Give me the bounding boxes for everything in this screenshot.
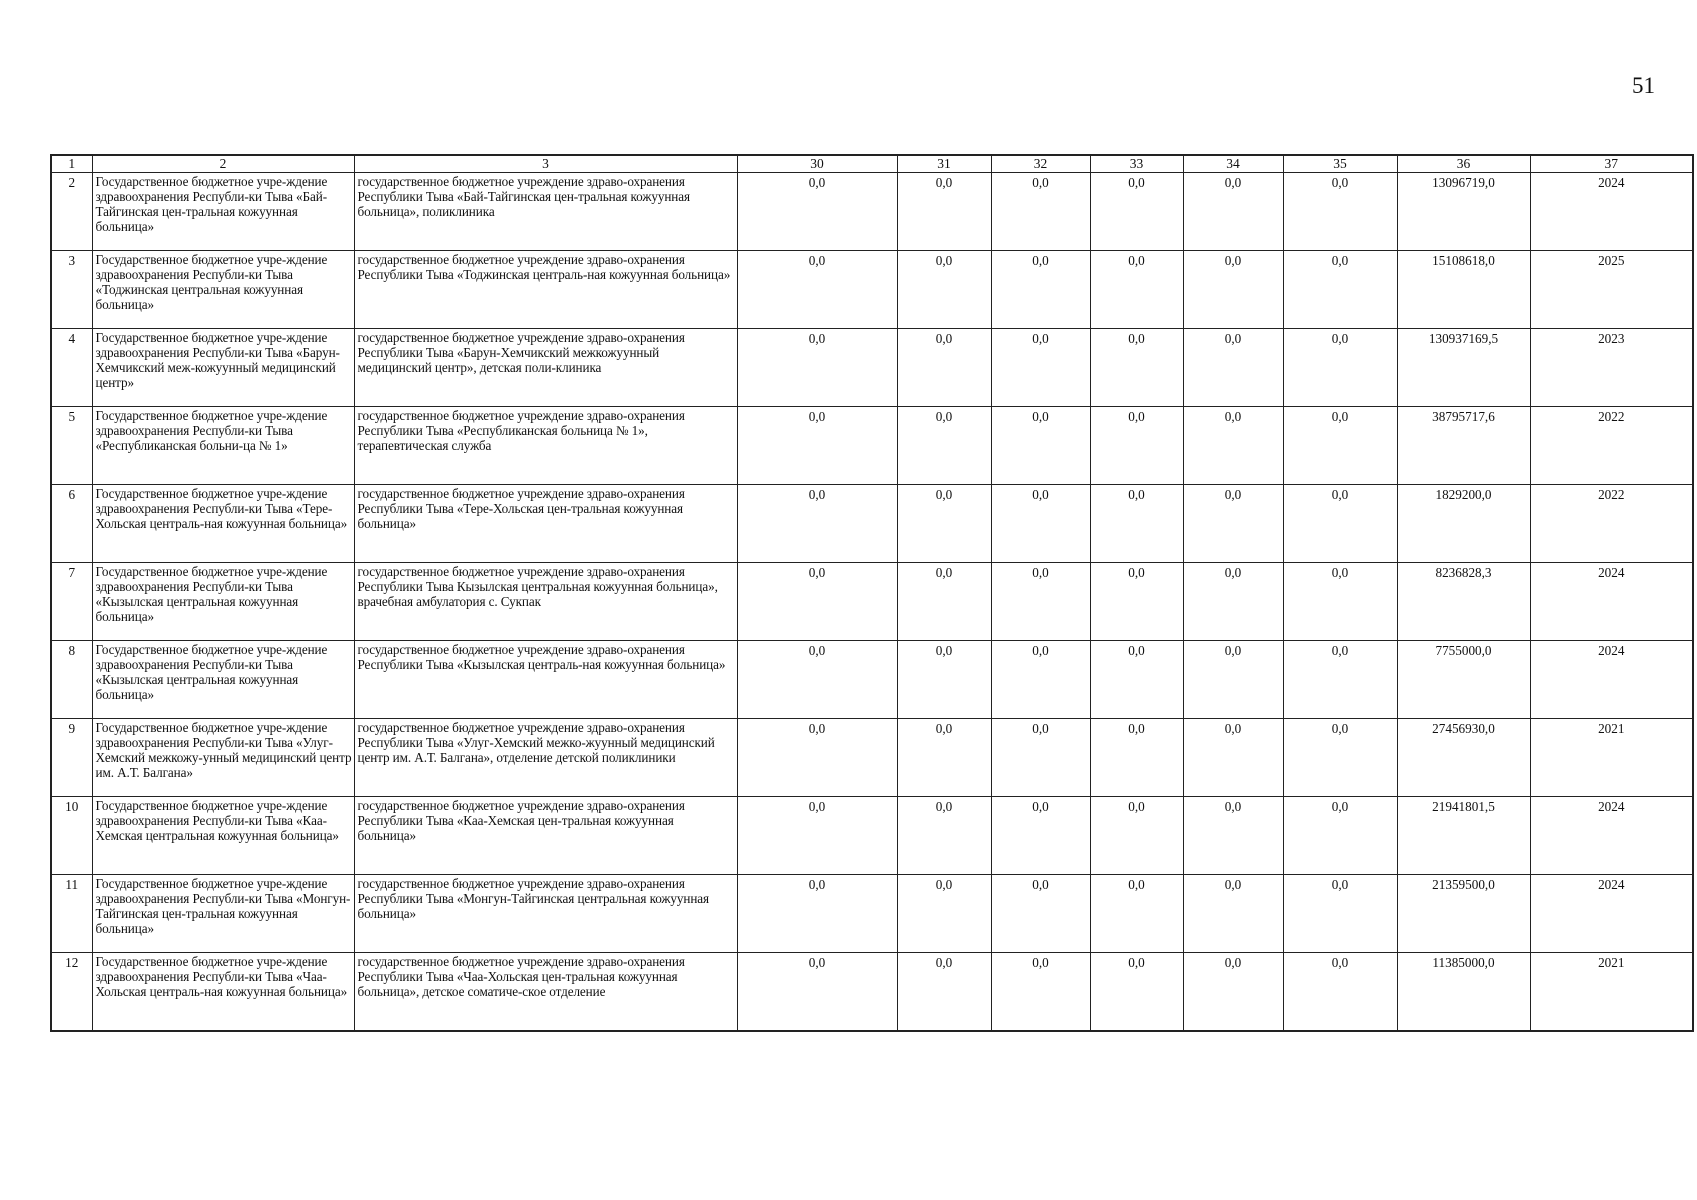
col-32-cell: 0,0 [991,797,1090,875]
facility-name-cell: государственное бюджетное учреждение здраво-охранения Республики Тыва «Бай-Тайгинская цен-тральная кожуунная больница», поликлиника [354,173,737,251]
year-cell: 2021 [1530,953,1693,1032]
table-row [51,875,1693,953]
col-32-cell: 0,0 [991,875,1090,953]
organization-name-cell: Государственное бюджетное учре-ждение здравоохранения Республи-ки Тыва «Улуг-Хемский межкожу-унный медицинский центр им. А.Т. Балгана» [92,719,354,797]
facility-name-cell: государственное бюджетное учреждение здраво-охранения Республики Тыва «Каа-Хемская цен-тральная кожуунная больница» [354,797,737,875]
row-number-cell: 11 [51,875,92,953]
facility-name-cell: государственное бюджетное учреждение здраво-охранения Республики Тыва «Чаа-Хольская цен-тральная кожуунная больница», детское соматиче-ское отделение [354,953,737,1032]
amount-cell: 1829200,0 [1397,485,1530,563]
table-row [51,407,1693,485]
col-35-cell: 0,0 [1283,485,1397,563]
organization-name-cell: Государственное бюджетное учре-ждение здравоохранения Республи-ки Тыва «Барун-Хемчикский меж-кожуунный медицинский центр» [92,329,354,407]
table-body [51,173,1693,1032]
col-35-cell: 0,0 [1283,797,1397,875]
col-33-cell: 0,0 [1090,719,1183,797]
year-cell: 2024 [1530,875,1693,953]
col-31-cell: 0,0 [897,485,991,563]
col-31-cell: 0,0 [897,251,991,329]
col-33-cell: 0,0 [1090,641,1183,719]
data-table [50,154,1694,1032]
col-35-cell: 0,0 [1283,407,1397,485]
col-30-cell: 0,0 [737,953,897,1032]
col-34-cell: 0,0 [1183,719,1283,797]
table-row [51,953,1693,1032]
year-cell: 2024 [1530,797,1693,875]
col-31-cell: 0,0 [897,641,991,719]
col-31-cell: 0,0 [897,719,991,797]
table-row [51,797,1693,875]
col-33-cell: 0,0 [1090,797,1183,875]
facility-name-cell: государственное бюджетное учреждение здраво-охранения Республики Тыва «Кызылская централь-ная кожуунная больница» [354,641,737,719]
col-32-cell: 0,0 [991,563,1090,641]
year-cell: 2022 [1530,407,1693,485]
amount-cell: 11385000,0 [1397,953,1530,1032]
facility-name-cell: государственное бюджетное учреждение здраво-охранения Республики Тыва «Республиканская больница № 1», терапевтическая служба [354,407,737,485]
col-31-cell: 0,0 [897,875,991,953]
row-number-cell: 5 [51,407,92,485]
col-33-cell: 0,0 [1090,407,1183,485]
row-number-cell: 8 [51,641,92,719]
table-header [51,155,1693,173]
organization-name-cell: Государственное бюджетное учре-ждение здравоохранения Республи-ки Тыва «Тоджинская центральная кожуунная больница» [92,251,354,329]
organization-name-cell: Государственное бюджетное учре-ждение здравоохранения Республи-ки Тыва «Монгун-Тайгинская цен-тральная кожуунная больница» [92,875,354,953]
col-33-cell: 0,0 [1090,251,1183,329]
col-32-cell: 0,0 [991,329,1090,407]
amount-cell: 130937169,5 [1397,329,1530,407]
col-31-cell: 0,0 [897,953,991,1032]
row-number-cell: 6 [51,485,92,563]
row-number-cell: 4 [51,329,92,407]
amount-cell: 21941801,5 [1397,797,1530,875]
row-number-cell: 3 [51,251,92,329]
col-35-cell: 0,0 [1283,641,1397,719]
col-35-cell: 0,0 [1283,173,1397,251]
amount-cell: 8236828,3 [1397,563,1530,641]
col-33-cell: 0,0 [1090,485,1183,563]
col-32-cell: 0,0 [991,641,1090,719]
col-31-cell: 0,0 [897,563,991,641]
col-32-cell: 0,0 [991,407,1090,485]
col-35-cell: 0,0 [1283,251,1397,329]
col-34-cell: 0,0 [1183,797,1283,875]
page-number: 51 [1632,73,1655,98]
header-row [51,155,1693,173]
table-row [51,251,1693,329]
column-header: 31 [897,155,991,173]
col-30-cell: 0,0 [737,173,897,251]
column-header: 1 [51,155,92,173]
facility-name-cell: государственное бюджетное учреждение здраво-охранения Республики Тыва «Монгун-Тайгинская центральная кожуунная больница» [354,875,737,953]
organization-name-cell: Государственное бюджетное учре-ждение здравоохранения Республи-ки Тыва «Чаа-Хольская централь-ная кожуунная больница» [92,953,354,1032]
col-30-cell: 0,0 [737,563,897,641]
amount-cell: 27456930,0 [1397,719,1530,797]
col-30-cell: 0,0 [737,407,897,485]
col-35-cell: 0,0 [1283,875,1397,953]
col-31-cell: 0,0 [897,329,991,407]
col-35-cell: 0,0 [1283,719,1397,797]
facility-name-cell: государственное бюджетное учреждение здраво-охранения Республики Тыва «Барун-Хемчикский межкожуунный медицинский центр», детская поли-клиника [354,329,737,407]
col-34-cell: 0,0 [1183,485,1283,563]
amount-cell: 13096719,0 [1397,173,1530,251]
data-table-container [50,154,1692,1032]
row-number-cell: 12 [51,953,92,1032]
organization-name-cell: Государственное бюджетное учре-ждение здравоохранения Республи-ки Тыва «Кызылская центральная кожуунная больница» [92,641,354,719]
col-31-cell: 0,0 [897,173,991,251]
col-32-cell: 0,0 [991,173,1090,251]
amount-cell: 7755000,0 [1397,641,1530,719]
amount-cell: 15108618,0 [1397,251,1530,329]
col-35-cell: 0,0 [1283,563,1397,641]
col-33-cell: 0,0 [1090,875,1183,953]
year-cell: 2024 [1530,173,1693,251]
col-32-cell: 0,0 [991,251,1090,329]
col-32-cell: 0,0 [991,719,1090,797]
table-row [51,563,1693,641]
col-30-cell: 0,0 [737,797,897,875]
col-30-cell: 0,0 [737,329,897,407]
table-row [51,329,1693,407]
col-35-cell: 0,0 [1283,329,1397,407]
row-number-cell: 2 [51,173,92,251]
column-header: 35 [1283,155,1397,173]
column-header: 33 [1090,155,1183,173]
column-header: 3 [354,155,737,173]
table-row [51,173,1693,251]
col-30-cell: 0,0 [737,875,897,953]
col-33-cell: 0,0 [1090,329,1183,407]
year-cell: 2024 [1530,641,1693,719]
column-header: 2 [92,155,354,173]
table-row [51,641,1693,719]
year-cell: 2024 [1530,563,1693,641]
organization-name-cell: Государственное бюджетное учре-ждение здравоохранения Республи-ки Тыва «Кызылская центральная кожуунная больница» [92,563,354,641]
amount-cell: 21359500,0 [1397,875,1530,953]
column-header: 32 [991,155,1090,173]
column-header: 37 [1530,155,1693,173]
table-row [51,485,1693,563]
organization-name-cell: Государственное бюджетное учре-ждение здравоохранения Республи-ки Тыва «Бай-Тайгинская цен-тральная кожуунная больница» [92,173,354,251]
organization-name-cell: Государственное бюджетное учре-ждение здравоохранения Республи-ки Тыва «Тере-Хольская централь-ная кожуунная больница» [92,485,354,563]
col-34-cell: 0,0 [1183,953,1283,1032]
column-header: 36 [1397,155,1530,173]
col-34-cell: 0,0 [1183,407,1283,485]
col-31-cell: 0,0 [897,407,991,485]
column-header: 34 [1183,155,1283,173]
col-30-cell: 0,0 [737,485,897,563]
year-cell: 2022 [1530,485,1693,563]
column-header: 30 [737,155,897,173]
amount-cell: 38795717,6 [1397,407,1530,485]
col-30-cell: 0,0 [737,719,897,797]
col-33-cell: 0,0 [1090,563,1183,641]
facility-name-cell: государственное бюджетное учреждение здраво-охранения Республики Тыва «Тере-Хольская цен-тральная кожуунная больница» [354,485,737,563]
row-number-cell: 10 [51,797,92,875]
row-number-cell: 7 [51,563,92,641]
col-32-cell: 0,0 [991,953,1090,1032]
col-34-cell: 0,0 [1183,173,1283,251]
col-34-cell: 0,0 [1183,563,1283,641]
col-30-cell: 0,0 [737,251,897,329]
col-30-cell: 0,0 [737,641,897,719]
facility-name-cell: государственное бюджетное учреждение здраво-охранения Республики Тыва Кызылская центральная кожуунная больница», врачебная амбулатория с. Сукпак [354,563,737,641]
year-cell: 2025 [1530,251,1693,329]
col-34-cell: 0,0 [1183,329,1283,407]
organization-name-cell: Государственное бюджетное учре-ждение здравоохранения Республи-ки Тыва «Республиканская больни-ца № 1» [92,407,354,485]
col-34-cell: 0,0 [1183,875,1283,953]
col-32-cell: 0,0 [991,485,1090,563]
col-34-cell: 0,0 [1183,641,1283,719]
col-33-cell: 0,0 [1090,173,1183,251]
organization-name-cell: Государственное бюджетное учре-ждение здравоохранения Республи-ки Тыва «Каа-Хемская центральная кожуунная больница» [92,797,354,875]
year-cell: 2021 [1530,719,1693,797]
row-number-cell: 9 [51,719,92,797]
facility-name-cell: государственное бюджетное учреждение здраво-охранения Республики Тыва «Улуг-Хемский межко-жуунный медицинский центр им. А.Т. Балгана», отделение детской поликлиники [354,719,737,797]
col-31-cell: 0,0 [897,797,991,875]
col-33-cell: 0,0 [1090,953,1183,1032]
table-row [51,719,1693,797]
col-35-cell: 0,0 [1283,953,1397,1032]
col-34-cell: 0,0 [1183,251,1283,329]
year-cell: 2023 [1530,329,1693,407]
facility-name-cell: государственное бюджетное учреждение здраво-охранения Республики Тыва «Тоджинская централь-ная кожуунная больница» [354,251,737,329]
